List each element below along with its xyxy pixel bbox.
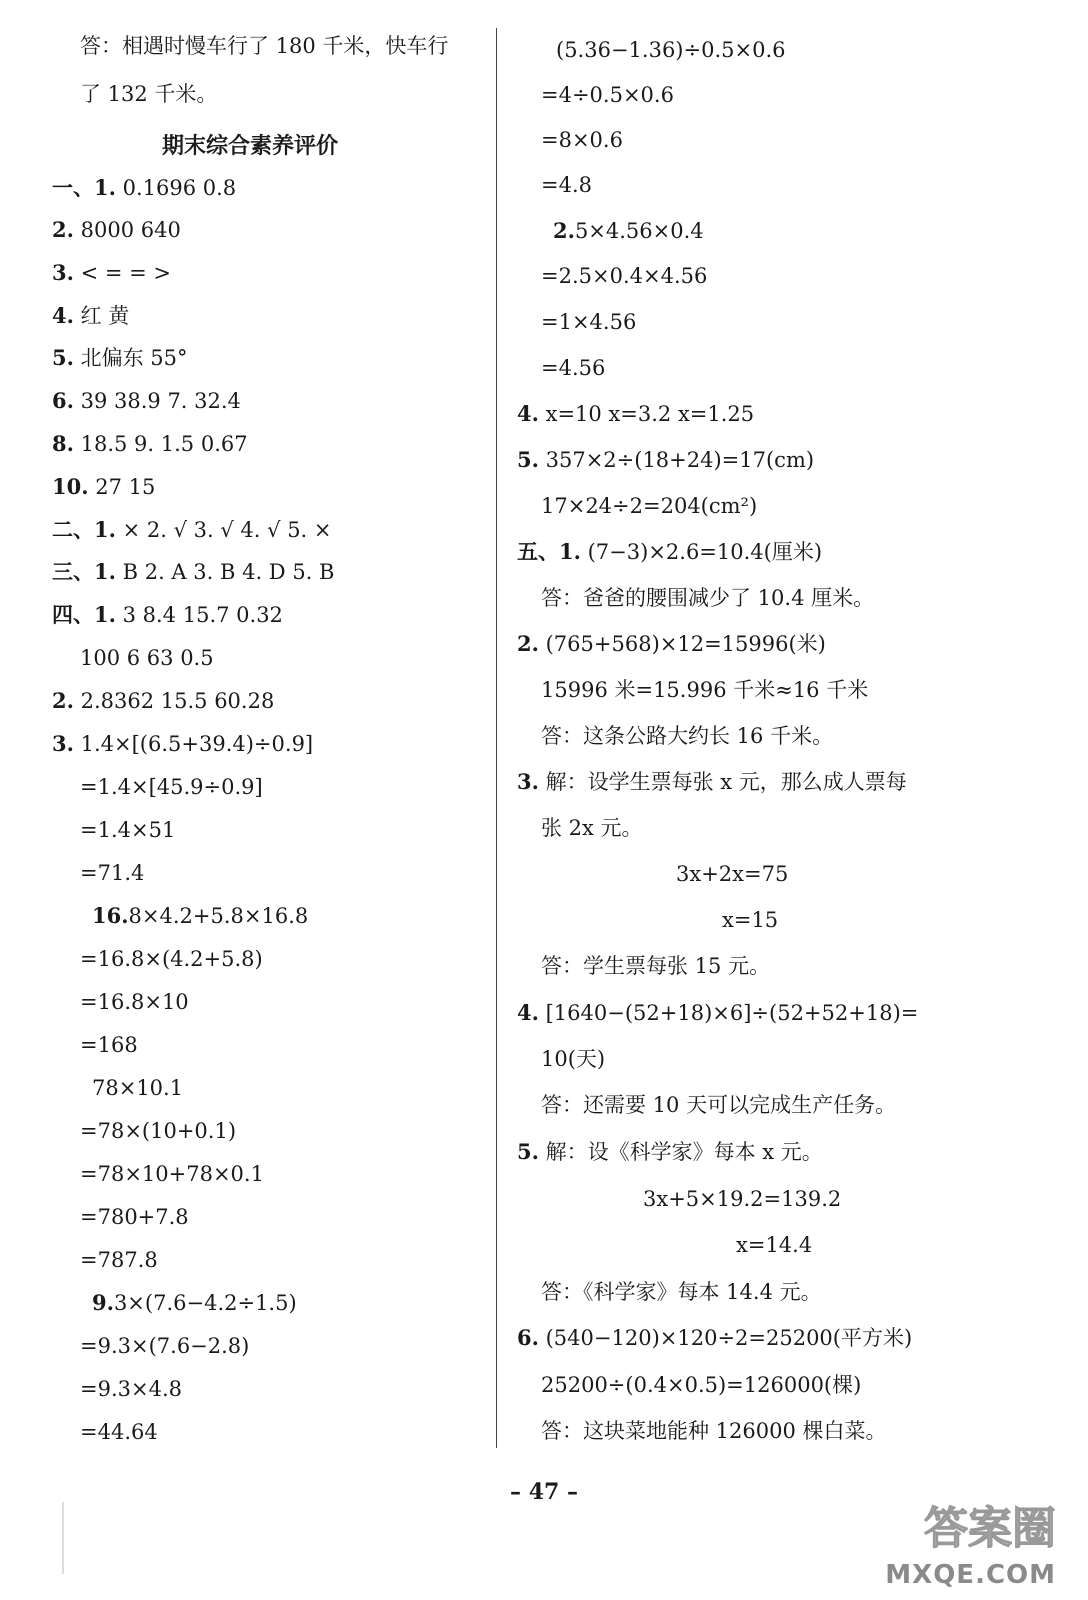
answer-line: =16.8×(4.2+5.8) bbox=[80, 947, 263, 971]
question-number: 3. bbox=[52, 260, 74, 285]
answer-line: =4.56 bbox=[541, 356, 606, 380]
answer-line: =1×4.56 bbox=[541, 310, 637, 334]
answer-line: 答：还需要 10 天可以完成生产任务。 bbox=[541, 1093, 897, 1117]
question-number: 2. bbox=[553, 218, 575, 243]
question-number: 5. bbox=[517, 1139, 539, 1164]
answer-line: =16.8×10 bbox=[80, 990, 189, 1014]
question-number: 2. bbox=[52, 688, 74, 713]
answer-line: 4. x=10 x=3.2 x=1.25 bbox=[517, 401, 755, 426]
answer-line: 3x+2x=75 bbox=[676, 862, 789, 886]
answer-line: 2. 8000 640 bbox=[52, 217, 181, 242]
question-number: 6. bbox=[517, 1325, 539, 1350]
question-number: 5. bbox=[517, 447, 539, 472]
answer-line: 4. [1640−(52+18)×6]÷(52+52+18)= bbox=[517, 1000, 919, 1025]
answer-line: =78×(10+0.1) bbox=[80, 1119, 237, 1143]
answer-line: =168 bbox=[80, 1033, 138, 1057]
answer-line: =1.4×[45.9÷0.9] bbox=[80, 775, 263, 799]
answer-line: =4÷0.5×0.6 bbox=[541, 83, 674, 107]
answer-line: =44.64 bbox=[80, 1420, 158, 1444]
answer-line: =780+7.8 bbox=[80, 1205, 189, 1229]
watermark-site: MXQE.COM bbox=[885, 1560, 1056, 1590]
question-number: 4. bbox=[517, 1000, 539, 1025]
answer-line: =787.8 bbox=[80, 1248, 158, 1272]
answer-line: =9.3×4.8 bbox=[80, 1377, 182, 1401]
answer-line: 2.5×4.56×0.4 bbox=[553, 218, 704, 243]
question-number: 三、1. bbox=[52, 559, 116, 584]
answer-line: 5. 357×2÷(18+24)=17(cm) bbox=[517, 447, 815, 472]
answer-line: x=15 bbox=[722, 908, 779, 932]
watermark-logo: 答案圈 bbox=[924, 1503, 1056, 1554]
answer-line: =1.4×51 bbox=[80, 818, 176, 842]
answer-line: x=14.4 bbox=[736, 1233, 813, 1257]
answer-line: 答：学生票每张 15 元。 bbox=[541, 954, 771, 978]
answer-line: =4.8 bbox=[541, 173, 592, 197]
answer-line: 四、1. 3 8.4 15.7 0.32 bbox=[52, 602, 283, 627]
question-number: 四、1. bbox=[52, 602, 116, 627]
answer-line: =2.5×0.4×4.56 bbox=[541, 264, 708, 288]
answer-line: 答：相遇时慢车行了 180 千米，快车行 bbox=[80, 34, 449, 58]
answer-line: 6. 39 38.9 7. 32.4 bbox=[52, 388, 241, 413]
answer-line: 9.3×(7.6−4.2÷1.5) bbox=[92, 1290, 297, 1315]
question-number: 2. bbox=[517, 631, 539, 656]
answer-line: 答：这块菜地能种 126000 棵白菜。 bbox=[541, 1419, 887, 1443]
answer-line: 二、1. × 2. √ 3. √ 4. √ 5. × bbox=[52, 517, 332, 542]
answer-line: 2. 2.8362 15.5 60.28 bbox=[52, 688, 275, 713]
answer-line: (5.36−1.36)÷0.5×0.6 bbox=[556, 38, 786, 62]
question-number: 4. bbox=[52, 303, 74, 328]
answer-line: 3x+5×19.2=139.2 bbox=[643, 1187, 842, 1211]
answer-line: 100 6 63 0.5 bbox=[80, 646, 214, 670]
answer-line: 4. 红 黄 bbox=[52, 303, 130, 328]
question-number: 4. bbox=[517, 401, 539, 426]
page-number: – 47 – bbox=[510, 1479, 578, 1505]
answer-line: 25200÷(0.4×0.5)=126000(棵) bbox=[541, 1373, 862, 1397]
answer-line: 答：爸爸的腰围减少了 10.4 厘米。 bbox=[541, 586, 875, 610]
answer-line: 5. 北偏东 55° bbox=[52, 345, 188, 370]
question-number: 9. bbox=[92, 1290, 114, 1315]
answer-line: 3. < = = > bbox=[52, 260, 172, 285]
question-number: 16. bbox=[92, 903, 129, 928]
answer-line: =9.3×(7.6−2.8) bbox=[80, 1334, 250, 1358]
answer-line: =71.4 bbox=[80, 861, 145, 885]
answer-line: 6. (540−120)×120÷2=25200(平方米) bbox=[517, 1325, 913, 1350]
question-number: 10. bbox=[52, 474, 89, 499]
question-number: 6. bbox=[52, 388, 74, 413]
question-number: 一、1. bbox=[52, 175, 116, 200]
answer-line: 10(天) bbox=[541, 1047, 606, 1071]
answer-line: =8×0.6 bbox=[541, 128, 623, 152]
answer-line: 答：这条公路大约长 16 千米。 bbox=[541, 724, 834, 748]
answer-line: 一、1. 0.1696 0.8 bbox=[52, 175, 237, 200]
question-number: 3. bbox=[517, 769, 539, 794]
answer-line: 了 132 千米。 bbox=[80, 82, 218, 106]
question-number: 3. bbox=[52, 731, 74, 756]
section-title: 期末综合素养评价 bbox=[161, 133, 338, 159]
answer-line: 答：《科学家》每本 14.4 元。 bbox=[541, 1280, 822, 1304]
answer-line: 10. 27 15 bbox=[52, 474, 156, 499]
question-number: 8. bbox=[52, 431, 74, 456]
answer-line: 三、1. B 2. A 3. B 4. D 5. B bbox=[52, 559, 335, 584]
answer-line: 5. 解：设《科学家》每本 x 元。 bbox=[517, 1139, 823, 1164]
answer-line: 17×24÷2=204(cm²) bbox=[541, 494, 758, 518]
question-number: 五、1. bbox=[517, 539, 581, 564]
answer-line: 3. 1.4×[(6.5+39.4)÷0.9] bbox=[52, 731, 314, 756]
answer-line: 五、1. (7−3)×2.6=10.4(厘米) bbox=[517, 539, 823, 564]
column-divider bbox=[496, 28, 497, 1448]
scan-edge-mark bbox=[62, 1502, 64, 1574]
answer-line: 15996 米=15.996 千米≈16 千米 bbox=[541, 678, 869, 702]
question-number: 二、1. bbox=[52, 517, 116, 542]
answer-line: 3. 解：设学生票每张 x 元，那么成人票每 bbox=[517, 769, 907, 794]
question-number: 2. bbox=[52, 217, 74, 242]
answer-line: 2. (765+568)×12=15996(米) bbox=[517, 631, 826, 656]
answer-line: 张 2x 元。 bbox=[541, 816, 643, 840]
question-number: 5. bbox=[52, 345, 74, 370]
answer-line: =78×10+78×0.1 bbox=[80, 1162, 264, 1186]
answer-line: 8. 18.5 9. 1.5 0.67 bbox=[52, 431, 248, 456]
answer-line: 16.8×4.2+5.8×16.8 bbox=[92, 903, 309, 928]
answer-line: 78×10.1 bbox=[92, 1076, 184, 1100]
